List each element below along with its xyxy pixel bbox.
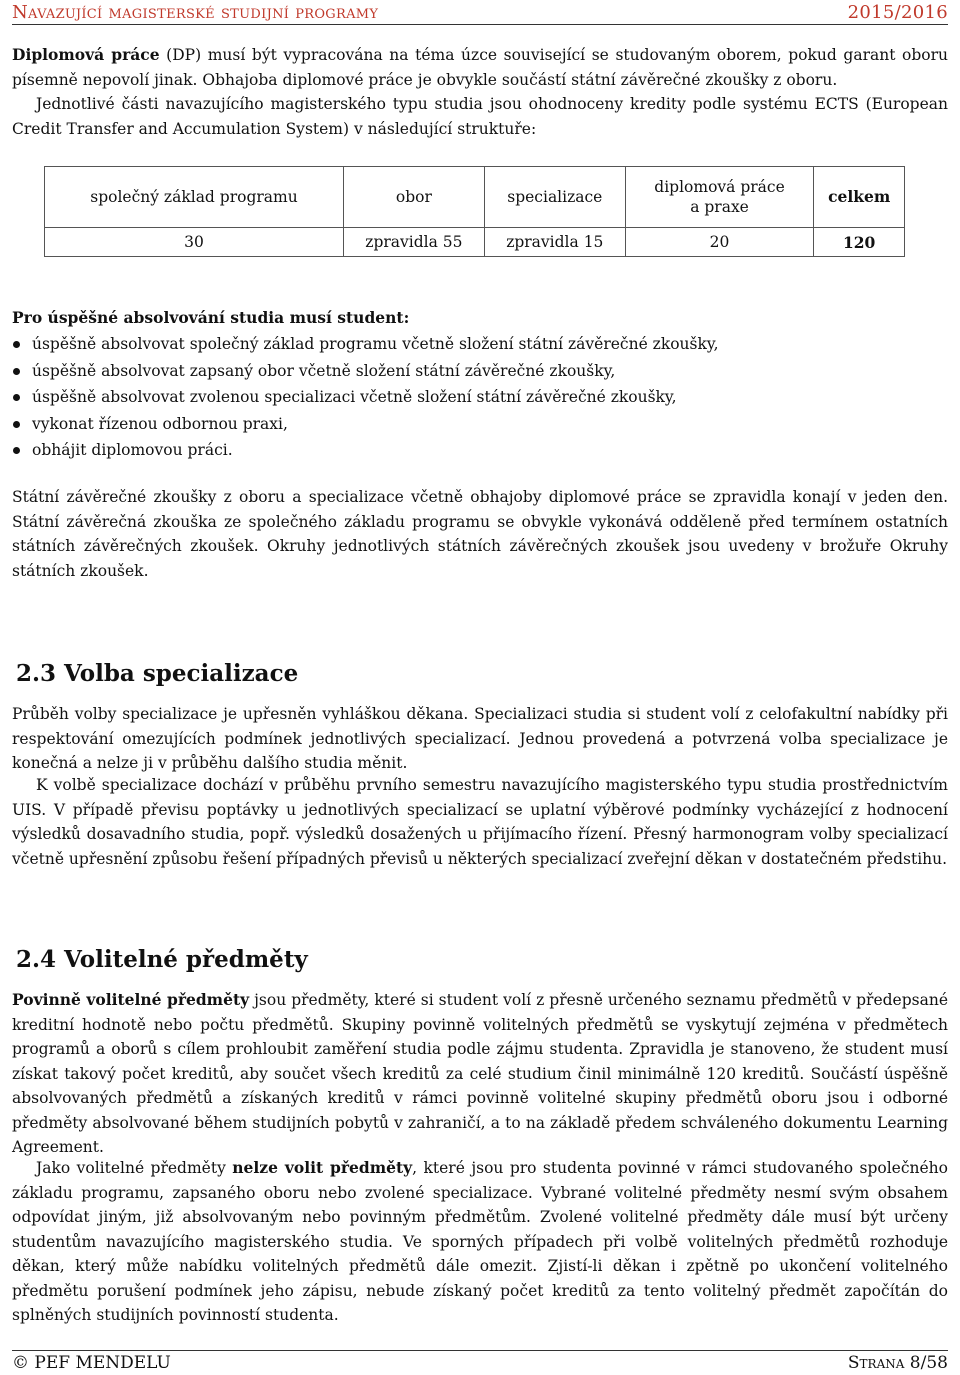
requirements-section	[12, 305, 948, 464]
list-item	[12, 384, 948, 411]
section-2-4-p2-text: , které jsou pro studenta povinné v rámci studovaného společného základu programu, zapsaného oboru nebo zvolené specializace. Vybrané volitelné předměty nesmí svým obsahem odpovídat jiným, již absolvovaným nebo povinným předmětům. Zvolené volitelné předměty dále musí být určeny studentům navazujícího magisterského studia. Ve sporných případech při volbě volitelných předmětů rozhoduje děkan, který může nabídku volitelných předmětů dále omezit. Zjistí-li děkan i zpětně po ukončení volitelného předmětu porušení podmínek jeho zápisu, nebude získaný počet kreditů za tento volitelný předmět započítán do splněných studijních povinností studenta.	[12, 1159, 948, 1324]
requirements-list	[12, 331, 948, 464]
page-header	[12, 0, 948, 25]
credits-value-row	[45, 228, 905, 257]
intro-paragraph-2: Jednotlivé části navazujícího magisterského typu studia jsou ohodnoceny kredity podle systému ECTS (European Credit Transfer and Accumulation System) v následující struktuře:	[12, 95, 948, 138]
list-item-text: obhájit diplomovou práci.	[32, 441, 233, 459]
section-2-3-paragraph-1: Průběh volby specializace je upřesněn vyhláškou děkana. Specializaci studia si student volí z celofakultní nabídky při respektování omezujících podmínek jednotlivých specializací. Jednou provedená a potvrzená volba specializace je konečná a nelze ji v průběhu dalšího studia měnit.	[12, 705, 948, 772]
bullet-icon	[13, 341, 20, 348]
footer-copyright: © PEF MENDELU	[12, 1353, 171, 1373]
credits-header-cell-total: celkem	[814, 167, 905, 228]
bullet-icon	[13, 447, 20, 454]
credits-value-cell-total: 120	[814, 228, 905, 257]
list-item-text: úspěšně absolvovat zvolenou specializaci včetně složení státní závěrečné zkoušky,	[32, 388, 677, 406]
credits-header-cell: diplomová práce a praxe	[625, 167, 814, 228]
footer-page-number: Strana 8/58	[847, 1353, 948, 1373]
intro-p1-text: (DP) musí být vypracována na téma úzce související se studovaným oborem, pokud garant oboru písemně nepovolí jinak. Obhajoba diplomové práce je obvykle součástí státní závěrečné zkoušky z oboru.	[12, 46, 948, 89]
header-year: 2015/2016	[847, 1, 948, 23]
list-item	[12, 358, 948, 385]
list-item	[12, 331, 948, 358]
list-item-text: úspěšně absolvovat zapsaný obor včetně složení státní závěrečné zkoušky,	[32, 361, 616, 380]
state-exams-paragraph: Státní závěrečné zkoušky z oboru a specializace včetně obhajoby diplomové práce se zpravidla konají v jeden den. Státní závěrečná zkouška ze společného základu programu se obvykle vykonává odděleně před termínem ostatních státních závěrečných zkoušek. Okruhy jednotlivých státních závěrečných zkoušek jsou uvedeny v brožuře Okruhy státních zkoušek.	[12, 488, 948, 580]
section-2-4-paragraph-1	[12, 988, 948, 1160]
section-2-4-paragraph-2	[12, 1156, 948, 1328]
list-item-text: úspěšně absolvovat společný základ programu včetně složení státní závěrečné zkoušky,	[32, 335, 719, 353]
section-2-4-bold-lead: Povinně volitelné předměty	[12, 990, 250, 1009]
credits-value-cell: 30	[45, 228, 344, 257]
intro-paragraph-1	[12, 43, 948, 92]
list-item	[12, 437, 948, 464]
credits-header-row	[45, 167, 905, 228]
section-2-4-p2-lead: Jako volitelné předměty	[36, 1159, 233, 1177]
section-2-4-p2-bold: nelze volit předměty	[232, 1158, 413, 1177]
credits-value-cell: zpravidla 15	[484, 228, 625, 257]
credits-value-cell: zpravidla 55	[343, 228, 484, 257]
intro-bold-lead: Diplomová práce	[12, 45, 160, 64]
section-2-3-paragraph-2: K volbě specializace dochází v průběhu prvního semestru navazujícího magisterského typu studia prostřednictvím UIS. V případě převisu poptávky u jednotlivých specializací se uplatní výběrové podmínky vycházející z hodnocení výsledků dosavadního studia, popř. výsledků dosažených u přijímacího řízení. Přesný harmonogram volby specializací včetně upřesnění způsobu řešení případných převisů u některých specializací zveřejní děkan v dostatečném předstihu.	[12, 776, 948, 868]
bullet-icon	[13, 421, 20, 428]
section-heading-2-3: 2.3 Volba specializace	[16, 660, 299, 687]
bullet-icon	[13, 368, 20, 375]
bullet-icon	[13, 394, 20, 401]
credits-header-cell: společný základ programu	[45, 167, 344, 228]
list-item-text: vykonat řízenou odbornou praxi,	[32, 414, 288, 433]
section-heading-2-4: 2.4 Volitelné předměty	[16, 946, 308, 973]
list-item	[12, 411, 948, 438]
credits-header-cell: obor	[343, 167, 484, 228]
credits-header-cell: specializace	[484, 167, 625, 228]
credits-table	[44, 166, 905, 257]
header-title: Navazující magisterské studijní programy	[12, 1, 379, 23]
page-footer	[12, 1350, 948, 1375]
credits-value-cell: 20	[625, 228, 814, 257]
section-2-4-p1-text: jsou předměty, které si student volí z přesně určeného seznamu předmětů v předepsané kreditní hodnotě nebo počtu předmětů. Skupiny povinně volitelných předmětů se vyskytují zejména v předmětech programů a oborů s cílem prohloubit zaměření studia podle zájmu studenta. Zpravidla je stanoveno, že student musí získat takový počet kreditů, aby součet všech kreditů za celé studium činil minimálně 120 kreditů. Součástí úspěšně absolvovaných předmětů a získaných kreditů v rámci povinně volitelné skupiny předmětů oboru jsou i odborné předměty absolvované během studijních pobytů v zahraničí, a to na základě předem schváleného dokumentu Learning Agreement.	[12, 991, 948, 1156]
requirements-heading: Pro úspěšné absolvování studia musí student:	[12, 308, 410, 327]
